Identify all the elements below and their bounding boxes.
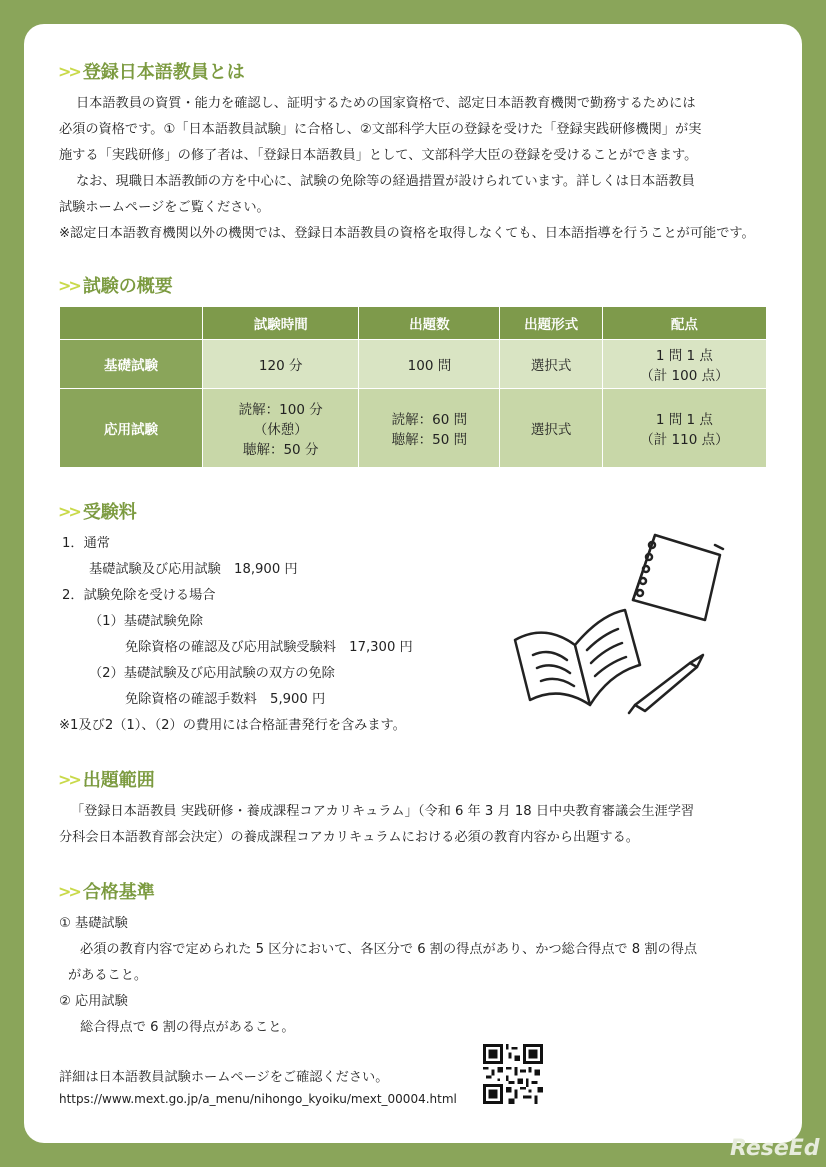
fee-item: 1．通常	[62, 536, 110, 551]
exam-overview-table	[59, 306, 767, 468]
note: ※1及び2（1）、（2）の費用には合格証書発行を含みます。	[59, 718, 406, 733]
paragraph-line: 「登録日本語教員 実践研修・養成課程コアカリキュラム」（令和 6 年 3 月 18 日中央教育審議会生涯学習	[71, 804, 695, 819]
table-cell	[203, 340, 359, 389]
fee-item: 2．試験免除を受ける場合	[62, 588, 216, 603]
watermark-logo: ReseEd	[730, 1136, 820, 1161]
paragraph-line: 必須の資格です。①「日本語教員試験」に合格し、②文部科学大臣の登録を受けた「登録実践研修機関」が実	[59, 122, 702, 137]
paragraph-line: 試験ホームページをご覧ください。	[59, 200, 270, 215]
section-title-text: 登録日本語教員とは	[82, 62, 245, 83]
table-header	[60, 307, 203, 340]
chevron-icon: >>	[58, 275, 79, 295]
cell-text: 聴解：50 分	[242, 442, 319, 458]
row-header: 基礎試験	[60, 340, 203, 389]
fee-sub-item: （2）基礎試験及び応用試験の双方の免除	[89, 666, 335, 681]
table-cell: 選択式	[500, 389, 602, 468]
cell-text: 読解：60 問	[391, 412, 468, 428]
note: ※認定日本語教育機関以外の機関では、登録日本語教員の資格を取得しなくても、日本語指導を行うことが可能です。	[59, 226, 755, 241]
cell-text: （計 110 点）	[640, 432, 729, 448]
section-title-criteria	[58, 878, 155, 904]
table-header: 出題形式	[500, 307, 602, 340]
fee-detail: 免除資格の確認手数料 5,900 円	[125, 692, 326, 707]
section-title-text: 受験料	[82, 502, 137, 523]
table-cell	[602, 389, 766, 468]
cell-text: 120 分	[258, 358, 303, 374]
table-cell	[203, 389, 359, 468]
cell-text: 聴解：50 問	[391, 432, 468, 448]
cell-text: 1 問 1 点	[655, 348, 713, 364]
section-title-text: 試験の概要	[82, 276, 173, 297]
paragraph-line: 分科会日本語教育部会決定）の養成課程コアカリキュラムにおける必須の教育内容から出題する。	[59, 830, 639, 845]
cell-text: （休憩）	[253, 422, 308, 438]
table-row	[60, 340, 767, 389]
chevron-icon: >>	[58, 61, 79, 81]
study-illustration	[505, 515, 735, 715]
section-title-text: 出題範囲	[82, 770, 155, 791]
section-title-exam-overview	[58, 272, 173, 298]
paragraph-line: 日本語教員の資質・能力を確認し、証明するための国家資格で、認定日本語教育機関で勤務するためには	[76, 96, 696, 111]
paragraph-line: 必須の教育内容で定められた 5 区分において、各区分で 6 割の得点があり、かつ総合得点で 8 割の得点	[80, 942, 698, 957]
footer-url-link[interactable]: https://www.mext.go.jp/a_menu/nihongo_kyoiku/mext_00004.html	[59, 1092, 457, 1106]
chevron-icon: >>	[58, 501, 79, 521]
cell-text: 1 問 1 点	[655, 412, 713, 428]
cell-text: 読解：100 分	[238, 402, 323, 418]
section-title-scope	[58, 766, 155, 792]
table-cell	[359, 340, 500, 389]
section-title-text: 合格基準	[82, 882, 155, 903]
table-row	[60, 389, 767, 468]
footer-text: 詳細は日本語教員試験ホームページをご確認ください。	[59, 1070, 389, 1085]
table-cell: 選択式	[500, 340, 602, 389]
table-header: 配点	[602, 307, 766, 340]
fee-sub-item: （1）基礎試験免除	[89, 614, 203, 629]
paragraph-line: 施する「実践研修」の修了者は、「登録日本語教員」として、文部科学大臣の登録を受けることができます。	[59, 148, 698, 163]
section-title-registered-teacher	[58, 58, 245, 84]
qr-code-icon[interactable]	[483, 1044, 543, 1104]
fee-detail: 基礎試験及び応用試験 18,900 円	[89, 562, 298, 577]
table-cell	[359, 389, 500, 468]
criteria-item: ① 基礎試験	[59, 916, 128, 931]
open-book-icon	[515, 610, 640, 705]
criteria-item: ② 応用試験	[59, 994, 128, 1009]
notebook-icon	[633, 535, 723, 620]
paragraph-line: があること。	[68, 968, 148, 983]
cell-text: 100 問	[407, 358, 452, 374]
row-header: 応用試験	[60, 389, 203, 468]
chevron-icon: >>	[58, 881, 79, 901]
chevron-icon: >>	[58, 769, 79, 789]
table-header: 出題数	[359, 307, 500, 340]
paragraph-line: なお、現職日本語教師の方を中心に、試験の免除等の経過措置が設けられています。詳しくは日本語教員	[76, 174, 695, 189]
fee-detail: 免除資格の確認及び応用試験受験料 17,300 円	[125, 640, 413, 655]
paragraph-line: 総合得点で 6 割の得点があること。	[80, 1020, 295, 1035]
section-title-fees	[58, 498, 137, 524]
cell-text: （計 100 点）	[640, 368, 729, 384]
table-cell	[602, 340, 766, 389]
table-header: 試験時間	[203, 307, 359, 340]
